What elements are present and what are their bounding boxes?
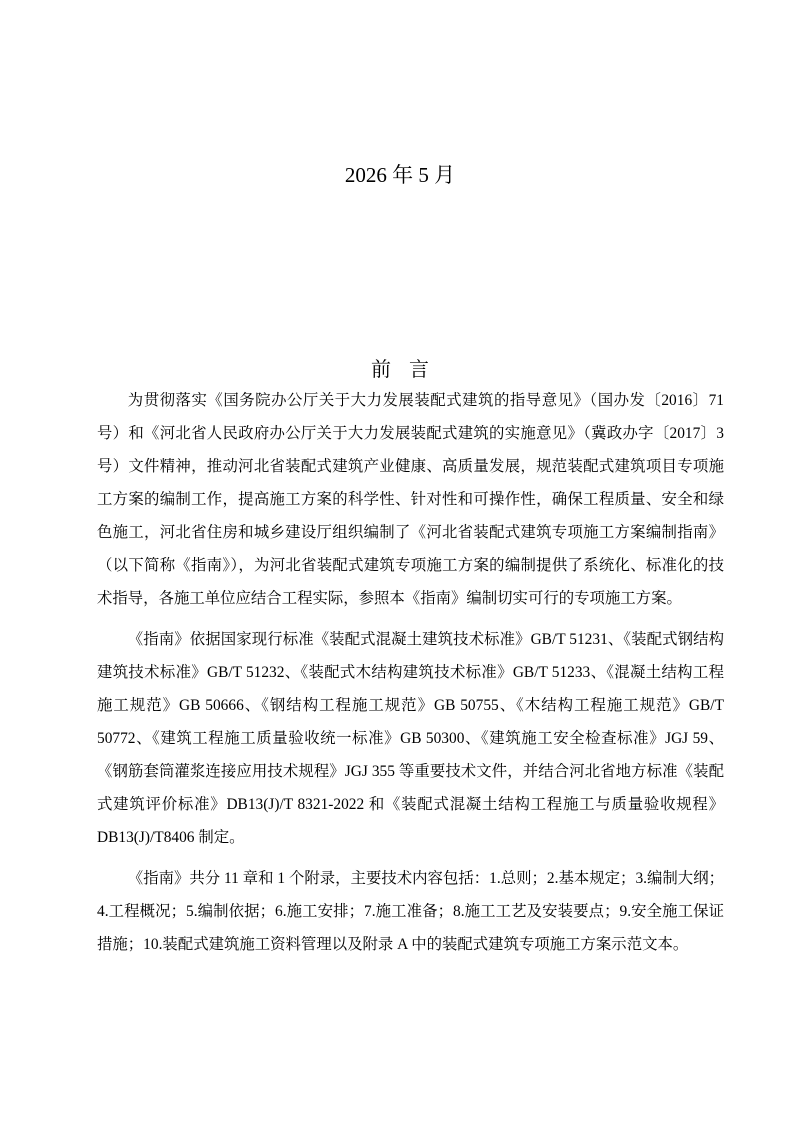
paragraph-intro: 为贯彻落实《国务院办公厅关于大力发展装配式建筑的指导意见》（国办发〔2016〕71 号）和《河北省人民政府办公厅关于大力发展装配式建筑的实施意见》（冀政办字〔2017〕3 号）文件精神，推动河北省装配式建筑产业健康、高质量发展，规范装配式建筑项目专项施工方案的编制工作，提高施工方案的科学性、针对性和可操作性，确保工程质量、安全和绿色施工，河北省住房和城乡建设厅组织编制了《河北省装配式建筑专项施工方案编制指南》（以下简称《指南》），为河北省装配式建筑专项施工方案的编制提供了系统化、标准化的技术指导，各施工单位应结合工程实际，参照本《指南》编制切实可行的专项施工方案。 bbox=[97, 392, 724, 607]
paragraph-contents: 《指南》共分 11 章和 1 个附录，主要技术内容包括：1.总则；2.基本规定；3.编制大纲；4.工程概况；5.编制依据；6.施工安排；7.施工准备；8.施工工艺及安装要点；9.安全施工保证措施；10.装配式建筑施工资料管理以及附录 A 中的装配式建筑专项施工方案示范文本。 bbox=[97, 870, 724, 953]
paragraph-standards: 《指南》依据国家现行标准《装配式混凝土建筑技术标准》GB/T 51231、《装配式钢结构建筑技术标准》GB/T 51232、《装配式木结构建筑技术标准》GB/T 51233、《混凝土结构工程施工规范》GB 50666、《钢结构工程施工规范》GB 50755、《木结构工程施工规范》GB/T 50772、《建筑工程施工质量验收统一标准》GB 50300、《建筑施工安全检查标准》JGJ 59、《钢筋套筒灌浆连接应用技术规程》JGJ 355 等重要技术文件，并结合河北省地方标准《装配式建筑评价标准》DB13(J)/T 8321-2022 和《装配式混凝土结构工程施工与质量验收规程》DB13(J)/T8406 制定。 bbox=[97, 631, 724, 846]
preface-heading: 前言 bbox=[371, 359, 447, 381]
document-date: 2026 年 5 月 bbox=[344, 163, 456, 187]
preface-body bbox=[97, 384, 724, 961]
